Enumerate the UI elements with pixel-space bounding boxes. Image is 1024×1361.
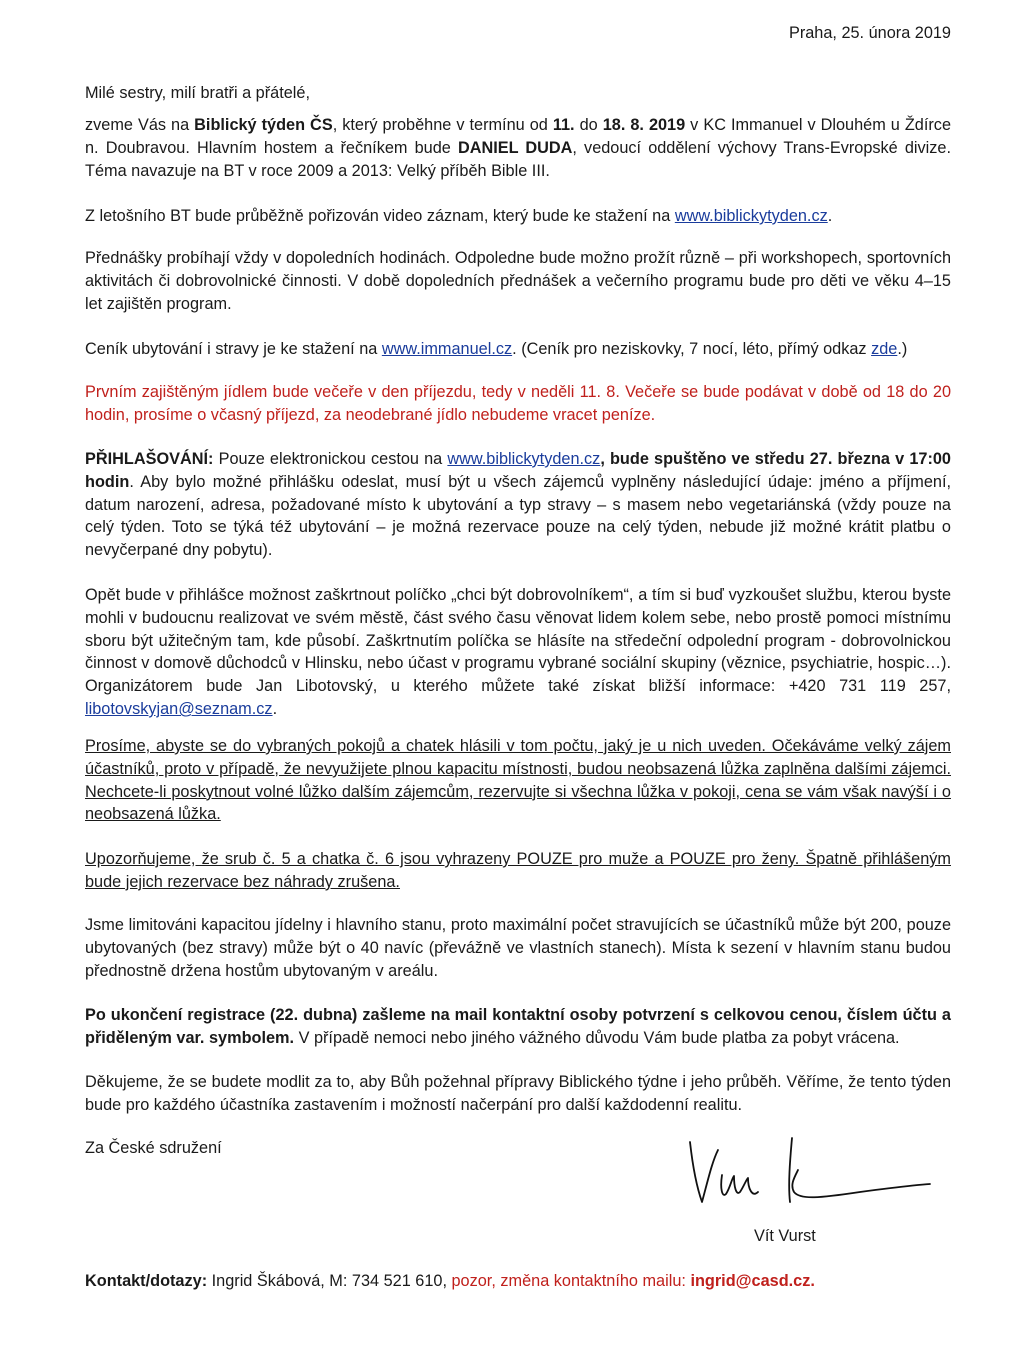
paragraph-invitation: zveme Vás na Biblický týden ČS, který proběhne v termínu od 11. do 18. 8. 2019 v KC Immanuel v Dlouhém u Ždírce n. Doubravou. Hlavním hostem a řečníkem bude DANIEL DUDA, vedoucí oddělení výchovy Trans-Evropské divize. Téma navazuje na BT v roce 2009 a 2013: Velký příběh Bible III. [85, 116, 951, 180]
paragraph-lectures: Přednášky probíhají vždy v dopoledních hodinách. Odpoledne bude možno prožít různě – při workshopech, sportovních aktivitách či dobrovolnické činnosti. V době dopoledních přednášek a večerního programu bude pro děti ve věku 4–15 let zajištěn program. [85, 249, 951, 313]
signatory-name: Vít Vurst [754, 1227, 816, 1245]
paragraph-video: Z letošního BT bude průběžně pořizován video záznam, který bude ke stažení na www.biblickytyden.cz. [85, 207, 833, 225]
paragraph-rooms: Prosíme, abyste se do vybraných pokojů a chatek hlásili v tom počtu, jaký je u nich uveden. Očekáváme velký zájem účastníků, proto v případě, že nevyužijete plnou kapacitu místnosti, budou neobsazená lůžka zaplněna dalšími zájemci. Nechcete-li poskytnout volné lůžko dalším zájemcům, rezervujte si všechna lůžka v pokoji, cena se vám však navýší i o neobsazená lůžka. [85, 737, 951, 824]
contact-email: ingrid@casd.cz. [690, 1272, 815, 1290]
greeting: Milé sestry, milí bratři a přátelé, [85, 84, 310, 102]
paragraph-registration: PŘIHLAŠOVÁNÍ: Pouze elektronickou cestou na www.biblickytyden.cz, bude spuštěno ve středu 27. března v 17:00 hodin. Aby bylo možné přihlášku odeslat, musí být u všech zájemců vyplněny následující údaje: jméno a příjmení, datum narození, adresa, požadované místo k ubytování a typ stravy – s masem nebo vegetariánská (vždy pouze na celý týden. Toto se týká též ubytování – je možná rezervace pouze na celý týden, nebude již možné krátit platbu o nevyčerpané dny pobytu). [85, 450, 951, 560]
paragraph-thanks: Děkujeme, že se budete modlit za to, aby Bůh požehnal přípravy Biblického týdne i jeho průběh. Věříme, že tento týden bude pro každého účastníka zastavením i možností načerpání pro další každodenní realitu. [85, 1073, 951, 1114]
paragraph-cabins: Upozorňujeme, že srub č. 5 a chatka č. 6 jsou vyhrazeny POUZE pro muže a POUZE pro ženy. Špatně přihlášeným bude jejich rezervace bez náhrady zrušena. [85, 850, 951, 891]
registration-link[interactable]: www.biblickytyden.cz [447, 450, 601, 468]
contact-line: Kontakt/dotazy: Ingrid Škábová, M: 734 521 610, pozor, změna kontaktního mailu: ingrid@casd.cz. [85, 1272, 815, 1290]
letter-date: Praha, 25. února 2019 [788, 24, 951, 42]
pricelist-direct-link[interactable]: zde [871, 340, 898, 358]
signature-icon [660, 1130, 940, 1220]
biblickytyden-link[interactable]: www.biblickytyden.cz [674, 207, 828, 225]
paragraph-meals-notice: Prvním zajištěným jídlem bude večeře v den příjezdu, tedy v neděli 11. 8. Večeře se bude podávat v době od 18 do 20 hodin, prosíme o včasný příjezd, za neodebrané jídlo nebudeme vracet peníze. [85, 383, 951, 424]
organizer-email-link[interactable]: libotovskyjan@seznam.cz [85, 699, 273, 718]
paragraph-capacity: Jsme limitováni kapacitou jídelny i hlavního stanu, proto maximální počet stravujících se účastníků může být 200, pouze ubytovaných (bez stravy) může být o 40 navíc (převážně ve vlastních stanech). Místa k sezení v hlavním stanu budou přednostně držena hostům ubytovaným v areálu. [85, 916, 951, 980]
paragraph-pricelist: Ceník ubytování i stravy je ke stažení na www.immanuel.cz. (Ceník pro neziskovky, 7 nocí, léto, přímý odkaz zde.) [85, 340, 908, 358]
event-end-date: 18. 8. 2019 [602, 116, 686, 134]
handwritten-signature [660, 1130, 940, 1220]
paragraph-payment: Po ukončení registrace (22. dubna) zašleme na mail kontaktní osoby potvrzení s celkovou cenou, číslem účtu a přiděleným var. symbolem. V případě nemoci nebo jiného vážného důvodu Vám bude platba za pobyt vrácena. [85, 1006, 951, 1047]
closing-line: Za České sdružení [85, 1139, 222, 1157]
immanuel-link[interactable]: www.immanuel.cz [381, 340, 513, 358]
guest-speaker: DANIEL DUDA [457, 138, 573, 157]
event-name: Biblický týden ČS [194, 116, 333, 134]
paragraph-volunteer: Opět bude v přihlášce možnost zaškrtnout políčko „chci být dobrovolníkem“, a tím si buď vyzkoušet službu, kterou byste mohli v budoucnu realizovat ve svém městě, část svého času věnovat lidem kolem sebe, nebo prostě pomoci místnímu sboru být užitečným tam, kde působí. Zaškrtnutím políčka se hlásíte na středeční odpolední program - dobrovolnickou činnost v domově důchodců v Hlinsku, nebo účast v programu vybrané sociální skupiny (věznice, psychiatrie, hospic…). Organizátorem bude Jan Libotovský, u kterého můžete také získat bližší informace: +420 731 119 257, libotovskyjan@seznam.cz. [85, 586, 951, 718]
